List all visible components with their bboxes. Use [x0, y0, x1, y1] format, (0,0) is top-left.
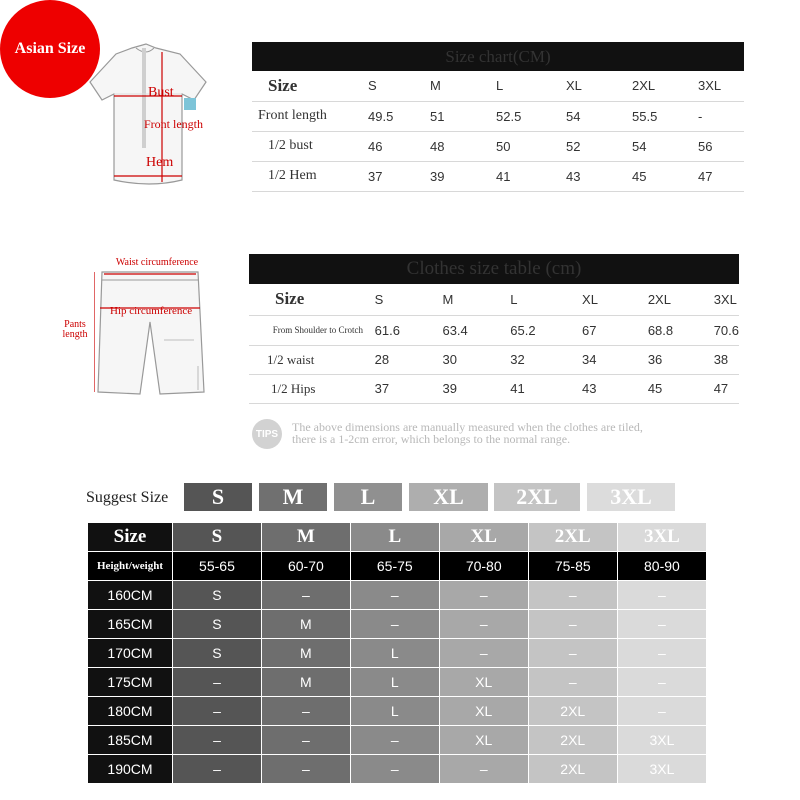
header-cell: 3XL [714, 284, 739, 315]
suggest-size-3xl: 3XL [587, 483, 675, 511]
table-row: 180CM – – L XL 2XL – [88, 697, 707, 726]
header-cell: L [496, 71, 566, 101]
table-row: 165CM S M – – – – [88, 610, 707, 639]
table-row: 1/2 waist 28 30 32 34 36 38 [249, 345, 739, 374]
suggest-size-xl: XL [409, 483, 488, 511]
header-cell: S [375, 284, 443, 315]
header-cell: S [368, 71, 430, 101]
suggest-size-2xl: 2XL [494, 483, 580, 511]
hw-label: Height/weight [88, 552, 173, 581]
header-cell: S [173, 523, 262, 552]
header-cell: M [430, 71, 496, 101]
pants-length-label: Pants length [62, 319, 88, 340]
header-cell: 3XL [698, 71, 744, 101]
table-row: 170CM S M L – – – [88, 639, 707, 668]
table-row: 185CM – – – XL 2XL 3XL [88, 726, 707, 755]
clothes-size-table [249, 254, 739, 404]
bust-label: Bust [148, 85, 174, 100]
table-row: 1/2 bust 46 48 50 52 54 56 [252, 131, 744, 161]
clothes-size-title: Clothes size table (cm) [249, 254, 739, 284]
badge-label: Asian Size [14, 40, 86, 57]
height-size-table: Size S M L XL 2XL 3XL Height/weight 55-65 60-70 65-75 70-80 75-85 80-90 160CM S – – – – – 165CM S M – – – – 170CM S M L – – – 175CM – M L XL – – 180CM – – L XL 2XL – 185CM – – – XL 2XL 3XL 190CM – – – – 2XL 3XL [88, 523, 707, 784]
table-row: Front length 49.5 51 52.5 54 55.5 - [252, 101, 744, 131]
header-cell: M [261, 523, 350, 552]
header-cell: L [510, 284, 582, 315]
table-row: 1/2 Hem 37 39 41 43 45 47 [252, 161, 744, 191]
header-cell: Size [249, 284, 375, 315]
front-length-label: Front length [144, 117, 203, 131]
table-row: 175CM – M L XL – – [88, 668, 707, 697]
header-cell: 3XL [617, 523, 706, 552]
header-cell: XL [439, 523, 528, 552]
suggest-size-l: L [334, 483, 402, 511]
hip-label: Hip circumference [110, 305, 193, 317]
waist-label: Waist circumference [115, 257, 199, 268]
suggest-size-s: S [184, 483, 252, 511]
size-chart-title: Size chart(CM) [252, 42, 744, 71]
table-row: From Shoulder to Crotch 61.6 63.4 65.2 67 68.8 70.6 [249, 315, 739, 345]
header-cell: 2XL [632, 71, 698, 101]
header-cell: M [442, 284, 510, 315]
header-cell: L [350, 523, 439, 552]
header-cell: 2XL [648, 284, 714, 315]
header-cell: Size [252, 71, 368, 101]
header-cell: XL [582, 284, 648, 315]
header-cell: XL [566, 71, 632, 101]
size-chart-table [252, 42, 744, 192]
table-row: 160CM S – – – – – [88, 581, 707, 610]
shorts-illustration [94, 262, 214, 402]
suggest-size-m: M [259, 483, 327, 511]
hem-label: Hem [146, 155, 174, 170]
suggest-size-label: Suggest Size [86, 489, 169, 506]
header-cell: 2XL [528, 523, 617, 552]
table-row: 1/2 Hips 37 39 41 43 45 47 [249, 374, 739, 403]
table-row: 190CM – – – – 2XL 3XL [88, 755, 707, 784]
tips-text: The above dimensions are manually measured when the clothes are tiled, there is a 1-2cm error, which belongs to the normal range. [292, 420, 643, 446]
tips-icon: TIPS [252, 419, 282, 449]
header-cell: Size [88, 523, 173, 552]
